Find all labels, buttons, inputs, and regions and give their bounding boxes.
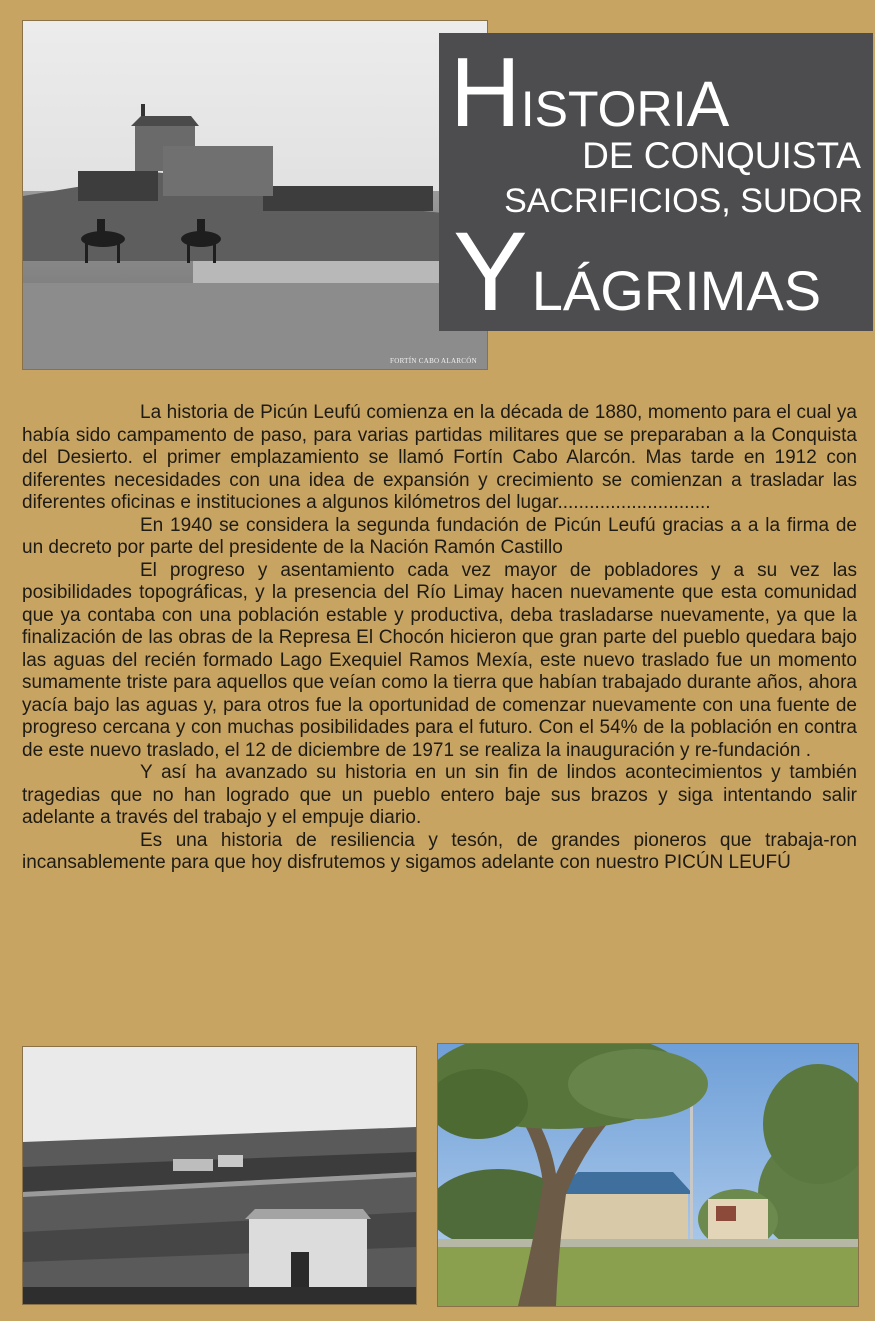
paragraph-3: El progreso y asentamiento cada vez mayor de pobladores y a su vez las posibilidades topográficas, y la presencia del Río Limay hacen nuevamente que esta comunidad que ya contaba con una población estable y productiva, deba trasladarse nuevamente, ya que la finalización de las obras de la Represa El Chocón hicieron que gran parte del pueblo quedara bajo las aguas del recién formado Lago Exequiel Ramos Mexía, este nuevo traslado fue un momento sumamente triste para aquellos que veían como la tierra que habían trabajado durante años, ahora yacía bajo las aguas y, para otros fue la oportunidad de comenzar nuevamente con una fuente de progreso cercana y con muchas posibilidades para el futuro. Con el 54% de la población en contra de este nuevo traslado, el 12 de diciembre de 1971 se realiza la inauguración y re-fundación . (22, 559, 857, 761)
history-text (22, 402, 857, 875)
paragraph-2: En 1940 se considera la segunda fundación de Picún Leufú gracias a a la firma de un decreto por parte del presidente de la Nación Ramón Castillo (22, 514, 857, 558)
title-cap-y: Y (453, 209, 528, 334)
title-line-1-rest: ISTORI (520, 81, 687, 137)
paragraph-5: Es una historia de resiliencia y tesón, de grandes pioneros que trabaja-ron incansablemente para que hoy disfrutemos y sigamos adelante con nuestro PICÚN LEUFÚ (22, 829, 857, 873)
paragraph-1: La historia de Picún Leufú comienza en la década de 1880, momento para el cual ya había sido campamento de paso, para varias partidas militares que se preparaban a la Conquista del Desierto. el primer emplazamiento se llamó Fortín Cabo Alarcón. Mas tarde en 1912 con diferentes necesidades con una idea de expansión y crecimiento se comienzan a trasladar las diferentes oficinas e instituciones a algunos kilómetros del lugar............................. (22, 402, 857, 513)
old-town-photo-image (23, 1047, 416, 1304)
title-line-4 (453, 209, 822, 334)
fortin-photo (22, 20, 488, 370)
fortin-photo-caption: FORTÍN CABO ALARCÓN (390, 357, 477, 365)
title-cap-a: A (686, 68, 730, 140)
title-block (439, 33, 873, 334)
old-town-photo (22, 1046, 417, 1305)
plaza-photo-image (438, 1044, 858, 1306)
title-line-2: DE CONQUISTA (582, 135, 861, 176)
title-line-1 (450, 37, 730, 147)
fortin-photo-image (23, 21, 487, 369)
paragraph-4: Y así ha avanzado su historia en un sin fin de lindos acontecimientos y también tragedias que no han logrado que un pueblo entero baje sus brazos y siga intentando salir adelante a través del trabajo y el empuje diario. (22, 762, 857, 828)
title-line-3: SACRIFICIOS, SUDOR (504, 182, 863, 220)
plaza-photo (437, 1043, 859, 1307)
title-cap-h: H (450, 37, 521, 147)
title-line-4-rest: LÁGRIMAS (531, 259, 822, 322)
